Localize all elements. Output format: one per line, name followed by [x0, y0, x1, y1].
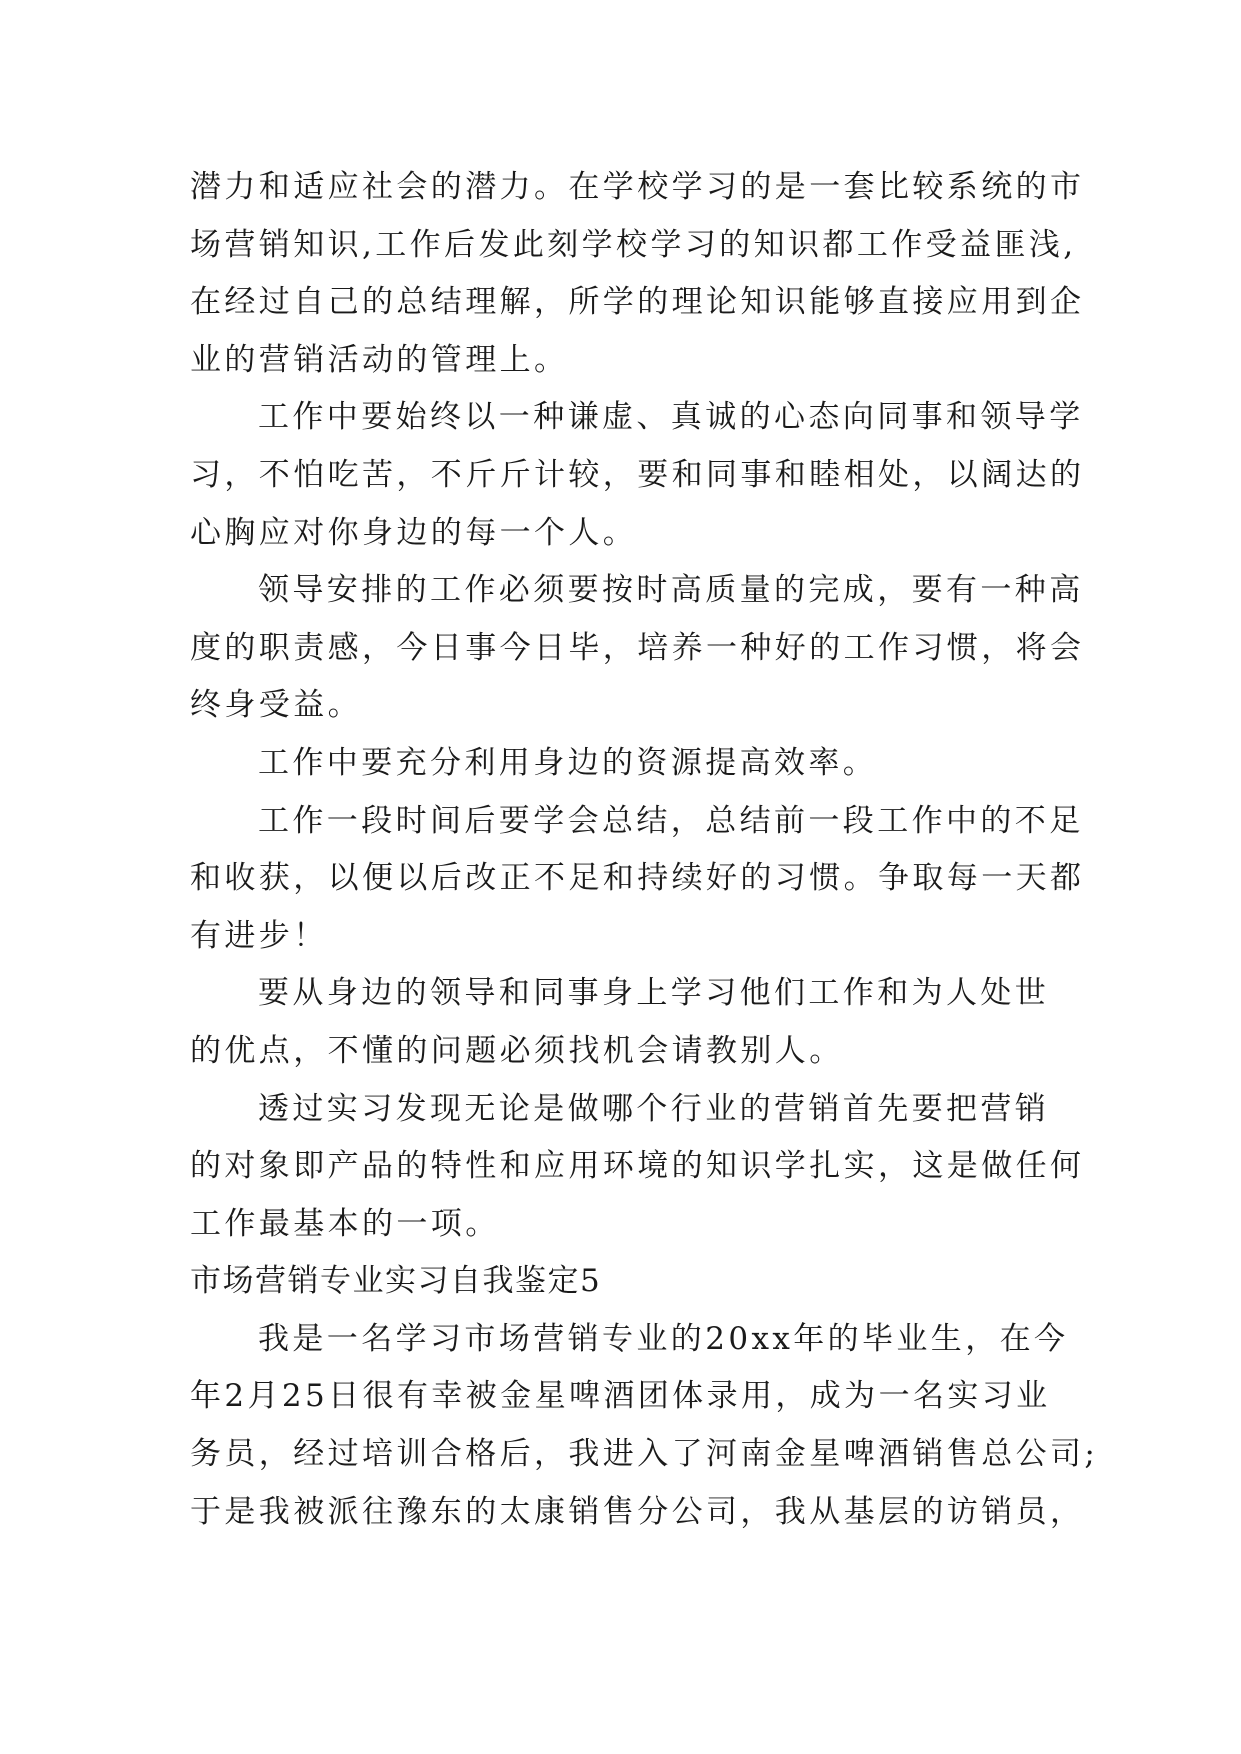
paragraph-line: 透过实习发现无论是做哪个行业的营销首先要把营销	[258, 1090, 1050, 1127]
section-heading: 市场营销专业实习自我鉴定5	[190, 1263, 602, 1300]
paragraph-line: 工作中要始终以一种谦虚、真诚的心态向同事和领导学	[258, 399, 1084, 436]
document-body	[190, 159, 1099, 1541]
paragraph-line: 于是我被派往豫东的太康销售分公司，我从基层的访销员，	[190, 1493, 1085, 1530]
paragraph-line: 年2月25日很有幸被金星啤酒团体录用，成为一名实习业	[190, 1378, 1051, 1415]
paragraph-line: 有进步！	[190, 917, 328, 954]
paragraph-line: 的对象即产品的特性和应用环境的知识学扎实，这是做任何	[190, 1148, 1085, 1185]
paragraph-line: 终身受益。	[190, 687, 362, 724]
paragraph-line: 和收获，以便以后改正不足和持续好的习惯。争取每一天都	[190, 860, 1085, 897]
paragraph-line: 领导安排的工作必须要按时高质量的完成，要有一种高	[258, 572, 1084, 609]
paragraph-line: 度的职责感，今日事今日毕，培养一种好的工作习惯，将会	[190, 629, 1085, 666]
paragraph-line: 场营销知识,工作后发此刻学校学习的知识都工作受益匪浅,	[190, 226, 1077, 263]
paragraph-line: 业的营销活动的管理上。	[190, 341, 569, 378]
paragraph-line: 工作最基本的一项。	[190, 1205, 500, 1242]
paragraph-line: 我是一名学习市场营销专业的20xx年的毕业生，在今	[258, 1320, 1069, 1357]
paragraph-line: 的优点，不懂的问题必须找机会请教别人。	[190, 1032, 844, 1069]
paragraph-line: 心胸应对你身边的每一个人。	[190, 514, 638, 551]
paragraph-line: 务员，经过培训合格后，我进入了河南金星啤酒销售总公司;	[190, 1436, 1099, 1473]
paragraph-line: 潜力和适应社会的潜力。在学校学习的是一套比较系统的市	[190, 169, 1085, 205]
paragraph-line: 工作一段时间后要学会总结，总结前一段工作中的不足	[258, 802, 1084, 839]
paragraph-line: 在经过自己的总结理解，所学的理论知识能够直接应用到企	[190, 284, 1085, 321]
paragraph-line: 工作中要充分利用身边的资源提高效率。	[258, 744, 878, 781]
paragraph-line: 要从身边的领导和同事身上学习他们工作和为人处世	[258, 975, 1050, 1012]
paragraph-line: 习，不怕吃苦，不斤斤计较，要和同事和睦相处，以阔达的	[190, 456, 1085, 493]
